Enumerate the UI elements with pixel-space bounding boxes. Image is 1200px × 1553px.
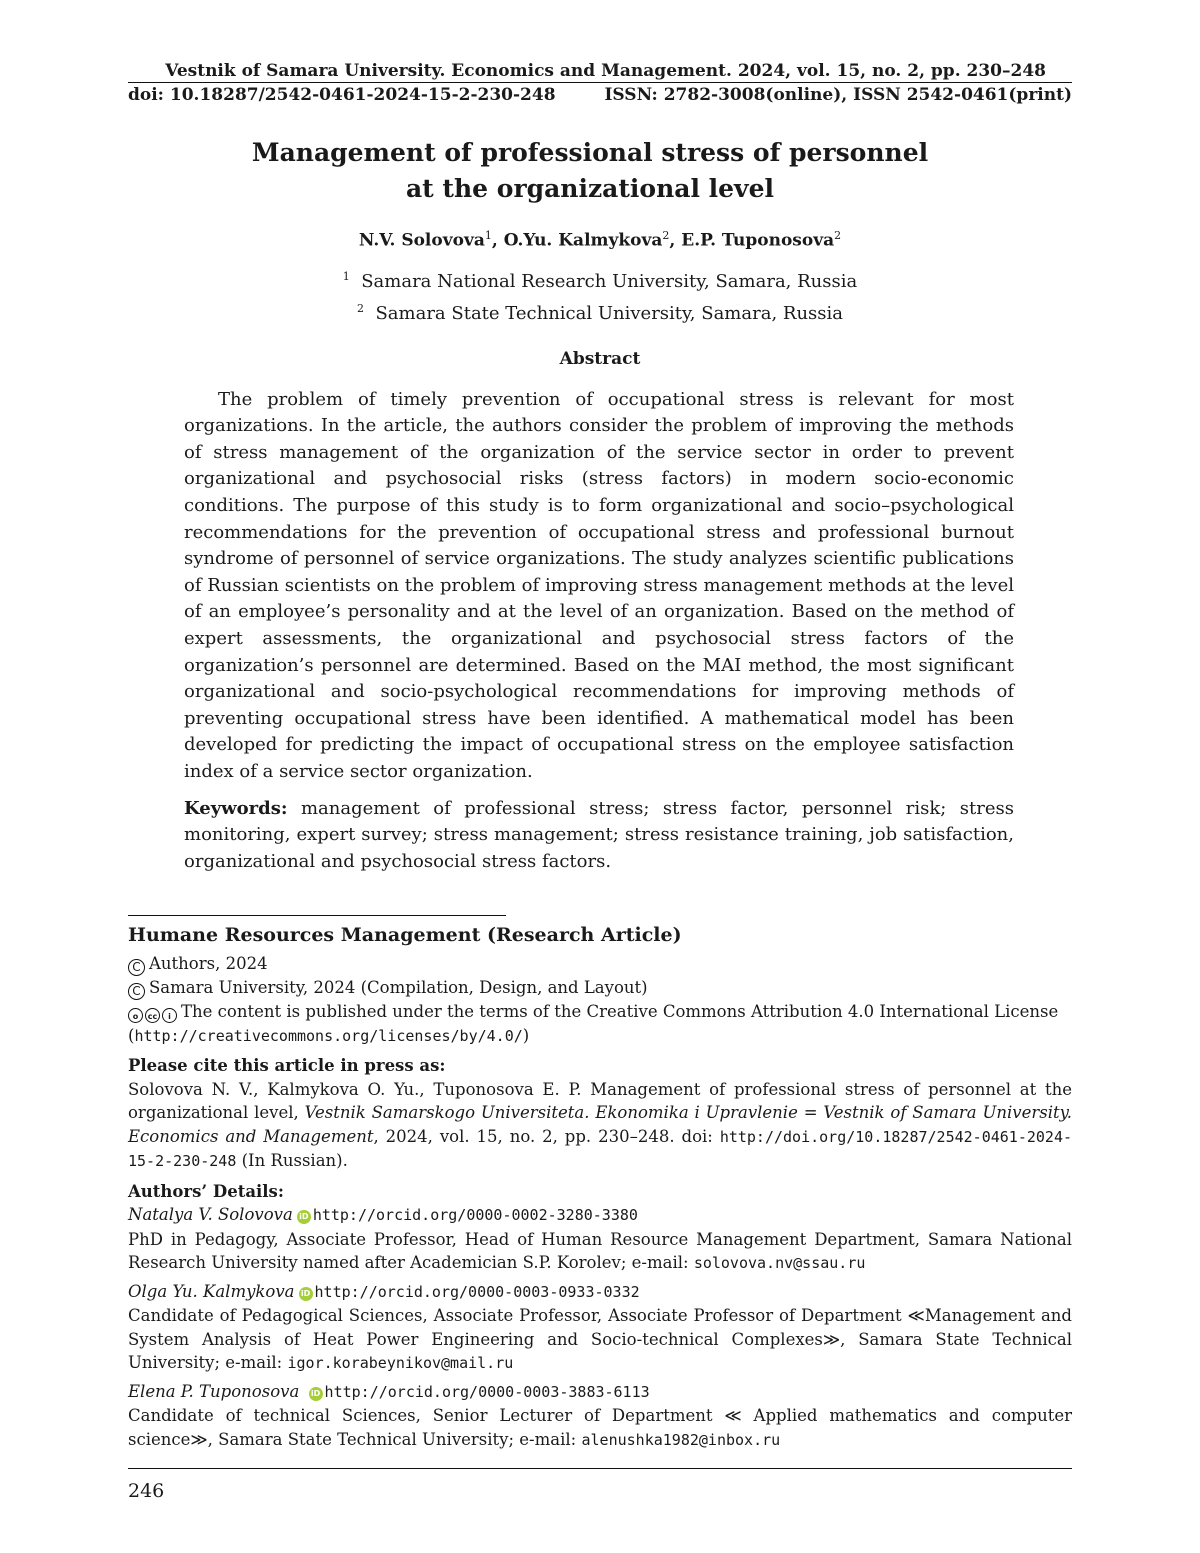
cite-doi-label: doi:: [681, 1126, 713, 1146]
journal-header: Vestnik of Samara University. Economics and Management. 2024, vol. 15, no. 2, pp. 230–248: [165, 61, 1046, 81]
orcid-link[interactable]: http://orcid.org/0000-0003-0933-0332: [314, 1282, 640, 1301]
page-footer-rule: [128, 1468, 1072, 1469]
detail-author-name: Elena P. Tuponosova: [128, 1381, 300, 1401]
affiliation-marker: 1: [342, 269, 350, 283]
author-aff-marker: 2: [834, 229, 842, 242]
affiliation-text: Samara National Research University, Samara, Russia: [361, 270, 858, 292]
copyright-icon: C: [128, 983, 145, 1000]
abstract-text: The problem of timely prevention of occupational stress is relevant for most organizations. In the article, the authors consider the problem of improving the methods of stress management of the organization of the service sector in order to prevent organizational and psychosocial risks (stress factors) in modern socio-economic conditions. The purpose of this study is to form organizational and socio–psychological recommendations for the prevention of occupational stress and professional burnout syndrome of personnel of service organizations. The study analyzes scientific publications of Russian scientists on the problem of improving stress management methods at the level of an employee’s personality and at the level of an organization. Based on the method of expert assessments, the organizational and psychosocial stress factors of the organization’s personnel are determined. Based on the MAI method, the most significant organizational and socio-psychological recommendations for improving methods of preventing occupational stress have been identified. A mathematical model has been developed for predicting the impact of occupational stress on the employee satisfaction index of a service sector organization.: [184, 388, 1014, 782]
footnote-rule: [128, 915, 506, 916]
detail-description: PhD in Pedagogy, Associate Professor, Head of Human Resource Management Department, Samara National Research University named after Academician S.P. Korolev; e-mail:: [128, 1229, 1072, 1273]
issn-text: ISSN: 2782-3008(online), ISSN 2542-0461(print): [604, 85, 1072, 105]
orcid-link[interactable]: http://orcid.org/0000-0002-3280-3380: [312, 1206, 638, 1225]
author-name: N.V. Solovova: [358, 230, 485, 251]
email-link[interactable]: igor.korabeynikov@mail.ru: [287, 1354, 514, 1373]
title-line-1: Management of professional stress of personnel: [251, 138, 929, 167]
detail-author-name: Olga Yu. Kalmykova: [128, 1281, 295, 1301]
article-title: [128, 135, 1072, 207]
cite-doi-link[interactable]: http://doi.org/10.18287/2542-0461-2024-15-2-230-248: [128, 1127, 1073, 1171]
orcid-icon: iD: [309, 1387, 323, 1401]
copyright-block: [128, 952, 1072, 1048]
copyright-text: Authors, 2024: [149, 954, 268, 974]
details-heading: Authors’ Details:: [128, 1181, 284, 1201]
orcid-link[interactable]: http://orcid.org/0000-0003-3883-6113: [324, 1382, 650, 1401]
cite-heading: Please cite this article in press as:: [128, 1056, 446, 1076]
author-detail-2: [128, 1280, 1072, 1376]
cc-by-icon: o cc i: [128, 1008, 177, 1023]
citation-block: [128, 1054, 1072, 1174]
author-list: N.V. Solovova$^1$, O.Yu. Kalmykova$^2$, E.P. Tuponosova$^2$: [358, 229, 842, 251]
detail-description: Candidate of technical Sciences, Senior Lecturer of Department ≪ Applied mathematics and computer science≫, Samara State Technical University; e-mail:: [128, 1406, 1072, 1449]
title-line-2: at the organizational level: [405, 174, 774, 203]
cite-journal: Vestnik Samarskogo Universiteta. Ekonomika i Upravlenie = Vestnik of Samara University. Economics and Management: [128, 1103, 1073, 1146]
cite-lang: (In Russian).: [241, 1151, 348, 1171]
keywords: [184, 796, 1014, 876]
cite-authors-title: Solovova N. V., Kalmykova O. Yu., Tuponosova E. P. Management of professional stress of personnel at the organizational level,: [128, 1079, 1072, 1123]
detail-author-name: Natalya V. Solovova: [128, 1205, 293, 1225]
affiliation-1: [128, 263, 1072, 295]
email-link[interactable]: solovova.nv@ssau.ru: [693, 1254, 866, 1273]
affiliation-text: Samara State Technical University, Samara, Russia: [375, 302, 843, 324]
license-line: [128, 1000, 1072, 1024]
orcid-icon: iD: [297, 1210, 311, 1224]
doi-issn-line: [128, 83, 1072, 107]
affiliations: [128, 263, 1072, 327]
affiliation-marker: 2: [357, 301, 364, 315]
cite-tail: , 2024, vol. 15, no. 2, pp. 230–248.: [373, 1126, 675, 1146]
paren: (: [128, 1025, 135, 1045]
paren: ): [522, 1025, 530, 1045]
orcid-icon: iD: [299, 1287, 313, 1301]
affiliation-2: [128, 295, 1072, 327]
doi-text[interactable]: doi: 10.18287/2542-0461-2024-15-2-230-248: [128, 85, 556, 105]
citation-text: [128, 1078, 1072, 1174]
author-name: E.P. Tuponosova: [681, 230, 835, 251]
detail-description: Candidate of Pedagogical Sciences, Associate Professor, Associate Professor of Department ≪Management and System Analysis of Heat Power Engineering and Socio-technical Complexes≫, Samara State Technical University; e-mail:: [128, 1306, 1072, 1373]
authors-details: [128, 1180, 1072, 1453]
license-url-link[interactable]: http://creativecommons.org/licenses/by/4.0/: [134, 1026, 523, 1045]
license-url-line: [128, 1024, 1072, 1049]
author-detail-3: [128, 1380, 1072, 1453]
keywords-text: management of professional stress; stress factor, personnel risk; stress monitoring, expert survey; stress management; stress resistance training, job satisfaction, organizational and psychosocial stress factors.: [184, 797, 1014, 872]
keywords-label: Keywords:: [184, 797, 288, 819]
abstract-heading: Abstract: [559, 348, 641, 369]
copyright-university: [128, 976, 1072, 1000]
author-aff-marker: 2: [662, 229, 670, 242]
page-number: 246: [128, 1480, 165, 1502]
author-detail-1: [128, 1203, 1072, 1276]
license-text: The content is published under the terms of the Creative Commons Attribution 4.0 International License: [181, 1002, 1059, 1022]
email-link[interactable]: alenushka1982@inbox.ru: [581, 1430, 781, 1449]
author-aff-marker: 1: [484, 229, 492, 242]
copyright-authors: [128, 952, 1072, 976]
copyright-icon: C: [128, 959, 145, 976]
author-name: O.Yu. Kalmykova: [503, 230, 663, 251]
copyright-text: Samara University, 2024 (Compilation, Design, and Layout): [149, 978, 648, 998]
section-label: Humane Resources Management (Research Article): [128, 924, 682, 947]
page-content: [128, 60, 1072, 1452]
